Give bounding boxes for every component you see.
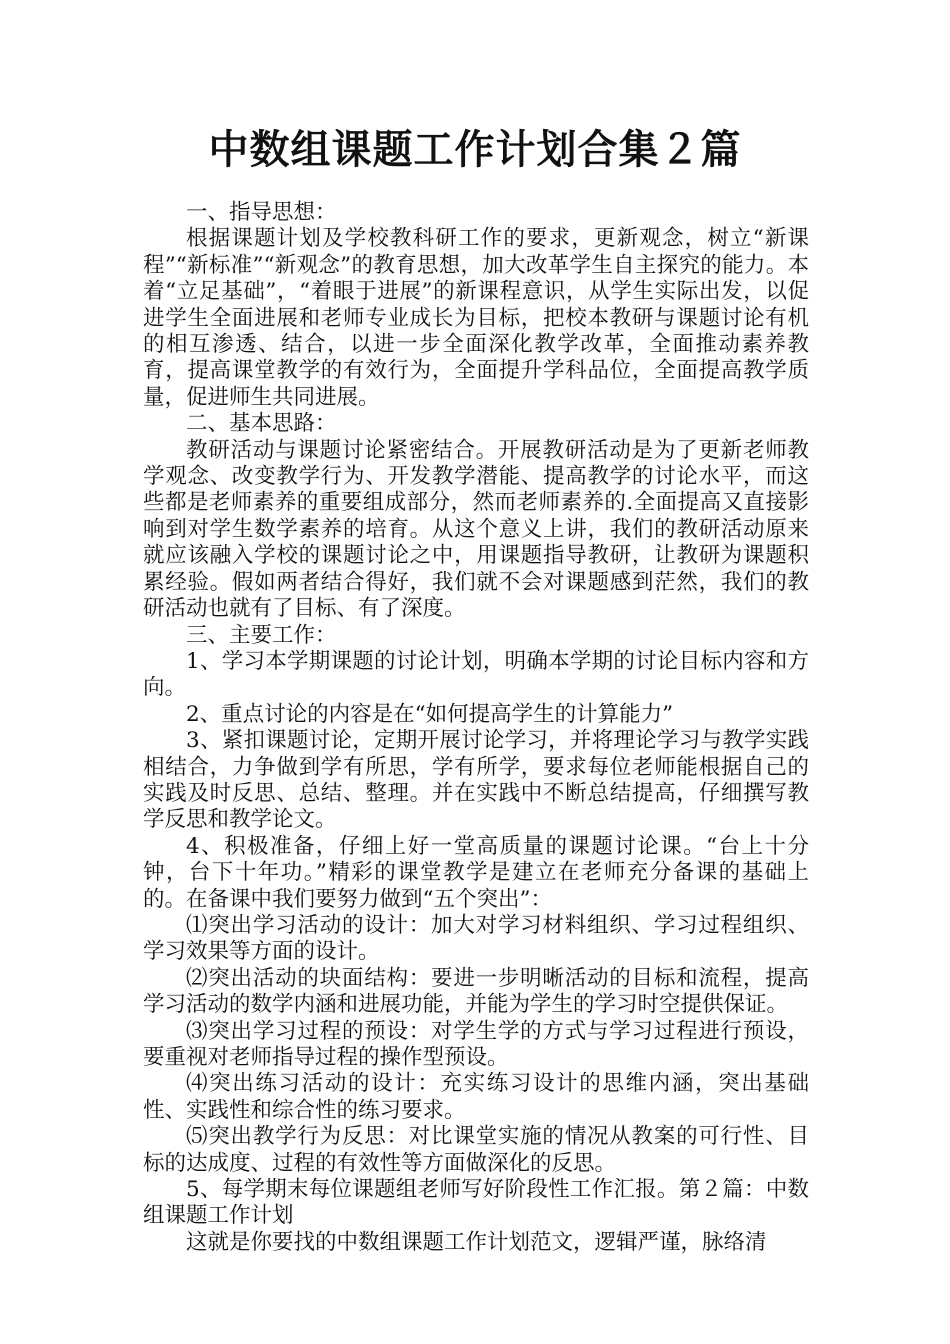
paragraph-basic-approach: 教研活动与课题讨论紧密结合。开展教研活动是为了更新老师教学观念、改变教学行为、开发教学潜能、提高教学的讨论水平，而这些都是老师素养的重要组成部分，然而老师素养的.全面提高又直接影响到对学生数学素养的培育。从这个意义上讲，我们的教研活动原来就应该融入学校的课题讨论之中，用课题指导教研，让教研为课题积累经验。假如两者结合得好，我们就不会对课题感到茫然，我们的教研活动也就有了目标、有了深度。 [143,437,809,622]
list-item-5: 5、每学期末每位课题组老师写好阶段性工作汇报。第２篇：中数组课题工作计划 [143,1177,809,1229]
paragraph-guiding-thought: 根据课题计划及学校教科研工作的要求，更新观念，树立“新课程”“新标准”“新观念”的教育思想，加大改革学生自主探究的能力。本着“立足基础”，“着眼于进展”的新课程意识，从学生实际出发，以促进学生全面进展和老师专业成长为目标，把校本教研与课题讨论有机的相互渗透、结合，以进一步全面深化教学改革，全面推动素养教育，提高课堂教学的有效行为，全面提升学科品位，全面提高教学质量，促进师生共同进展。 [143,226,809,410]
list-item-3: 3、紧扣课题讨论，定期开展讨论学习，并将理论学习与教学实践相结合，力争做到学有所思，学有所学，要求每位老师能根据自己的实践及时反思、总结、整理。并在实践中不断总结提高，仔细撰写教学反思和教学论文。 [143,728,809,833]
document-body [143,200,809,1256]
sub-item-1: ⑴突出学习活动的设计：加大对学习材料组织、学习过程组织、学习效果等方面的设计。 [143,912,809,965]
document-title: 中数组课题工作计划合集２篇 [208,127,742,173]
heading-basic-approach: 二、基本思路： [186,411,337,437]
list-item-4: 4、积极准备，仔细上好一堂高质量的课题讨论课。“台上十分钟，台下十年功。”精彩的课堂教学是建立在老师充分备课的基础上的。在备课中我们要努力做到“五个突出”： [143,833,809,912]
heading-guiding-thought: 一、指导思想： [186,200,337,225]
sub-item-2: ⑵突出活动的块面结构：要进一步明晰活动的目标和流程，提高学习活动的数学内涵和进展功能，并能为学生的学习时空提供保证。 [143,965,809,1018]
list-item-2: 2、重点讨论的内容是在“如何提高学生的计算能力” [186,701,674,727]
closing-paragraph: 这就是你要找的中数组课题工作计划范文，逻辑严谨，脉络清 [186,1229,767,1255]
sub-item-3: ⑶突出学习过程的预设：对学生学的方式与学习过程进行预设，要重视对老师指导过程的操作型预设。 [143,1018,809,1070]
sub-item-5: ⑸突出教学行为反思：对比课堂实施的情况从教案的可行性、目标的达成度、过程的有效性等方面做深化的反思。 [143,1124,809,1176]
heading-main-work: 三、主要工作： [186,622,337,648]
sub-item-4: ⑷突出练习活动的设计：充实练习设计的思维内涵，突出基础性、实践性和综合性的练习要求。 [143,1071,809,1123]
list-item-1: 1、学习本学期课题的讨论计划，明确本学期的讨论目标内容和方向。 [143,648,809,701]
